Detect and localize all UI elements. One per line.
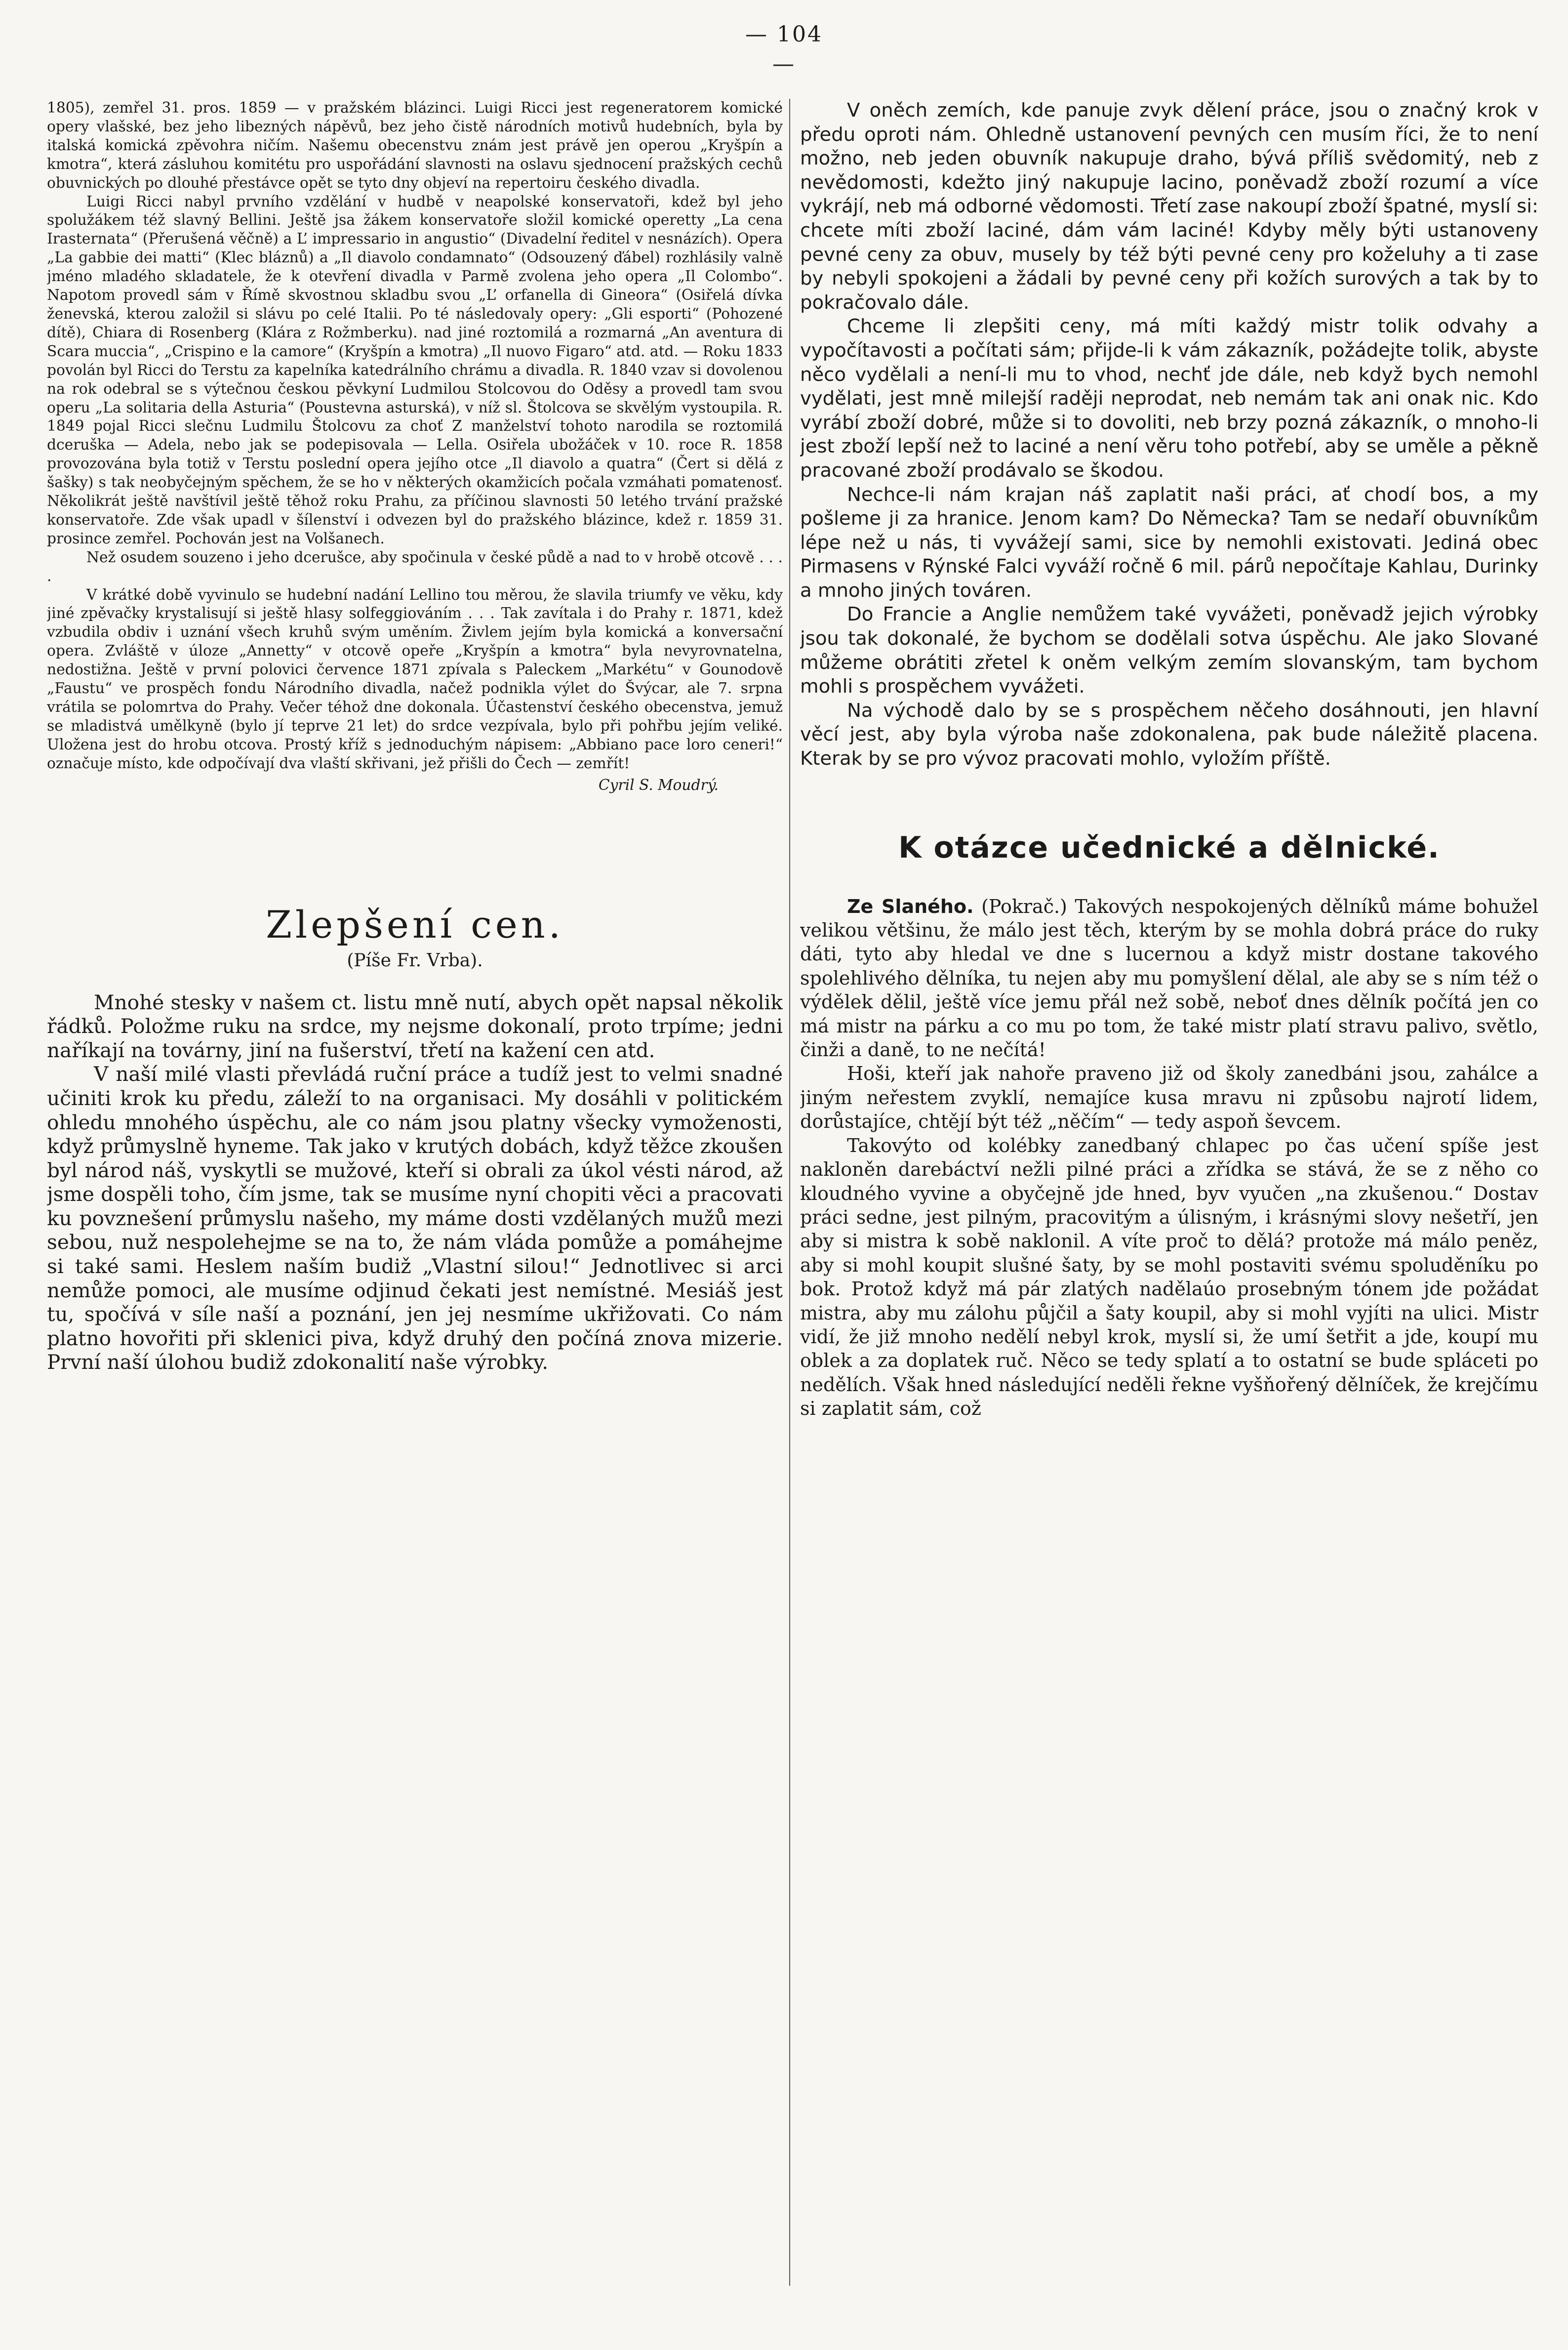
otazce-paragraph <box>800 895 1538 1062</box>
zlepseni-article-part1 <box>47 990 783 1375</box>
zlepseni-paragraph: Do Francie a Anglie nemůžem také vyvážeti, poněvadž jejich výrobky jsou tak dokonalé, že bychom se dodělali sotva úspěchu. Ale jako Slované můžeme obrátiti zřetel k oněm velkým zemím slovanským, tam bychom mohli s prospěchem vyvážeti. <box>800 603 1538 698</box>
ricci-paragraph: Luigi Ricci nabyl prvního vzdělání v hudbě v neapolské konservatoři, kdež byl jeho spolužákem též slavný Bellini. Ještě jsa žákem konservatoře složil komické operetty „La cena Irasternata“ (Přerušená věčně) a L’ impressario in angustio“ (Divadelní ředitel v nesnázích). Opera „La gabbie dei matti“ (Klec bláznů) a „Il diavolo condamnato“ (Odsouzený ďábel) rozhlásily valně jméno mladého skladatele, že k otevření divadla v Parmě zvolena jeho opera „Il Colombo“. Napotom provedl sám v Římě skvostnou skladbu svou „L’ orfanella di Gineora“ (Osiřelá dívka ženevská, kterou založil si slávu po celé Italii. Po té následovaly opery: „Gli esporti“ (Pohozené dítě), Chiara di Rosenberg (Klára z Rožmberku). nad jiné roztomilá a rozmarná „An aventura di Scara muccia“, „Crispino e la camore“ (Kryšpín a kmotra) „Il nuovo Figaro“ atd. atd. — Roku 1833 povolán byl Ricci do Terstu za kapelníka katedrálního chrámu a divadla. R. 1840 vzav si dovolenou na rok odebral se s výtečnou českou pěvkyní Ludmilou Stolcovou do Oděsy a provedl tam svou operu „La solitaria della Asturia“ (Poustevna asturská), v níž sl. Štolcova se skvělým vystoupila. R. 1849 pojal Ricci slečnu Ludmilu Štolcovu za choť Z manželství tohoto narodila se roztomilá dceruška — Adela, nebo jak se podepisovala — Lella. Osiřela ubožáček v 10. roce R. 1858 provozována byla totiž v Terstu poslední opera jejího otce „Il diavolo a quatra“ (Čert si dělá z šašky) s tak neobyčejným spěchem, že se ho v některých okamžicích počala vzmáhati pomatenosť. Několikrát ještě navštívil ještě těhož roku Prahu, za příčinou slavnosti 50 letého trvání pražské konservatoře. Zde však upadl v šílenství i odvezen byl do pražského blázince, kdež r. 1859 31. prosince zemřel. Pochován jest na Volšanech. <box>47 193 783 547</box>
ricci-paragraph: 1805), zemřel 31. pros. 1859 — v pražském blázinci. Luigi Ricci jest regeneratorem komické opery vlašské, bez jeho libezných nápěvů, bez jeho čistě národních motivů hudebních, byla by italská komická zpěvohra ničím. Našemu obecenstvu znám jest právě jen operou „Kryšpín a kmotra“, která zásluhou komitétu pro uspořádání slavnosti na oslavu sjednocení pražských cechů obuvnických po dlouhé přestávce opět se tyto dny objeví na repertoiru českého divadla. <box>47 99 783 192</box>
zlepseni-paragraph: Mnohé stesky v našem ct. listu mně nutí, abych opět napsal několik řádků. Položme ruku na srdce, my nejsme dokonalí, proto trpíme; jedni naříkají na továrny, jiní na fušerství, třetí na kažení cen atd. <box>47 990 783 1062</box>
column-divider <box>789 99 790 2286</box>
otazce-lead: Ze Slaného. <box>847 895 974 917</box>
ricci-paragraph: Než osudem souzeno i jeho dcerušce, aby spočinula v české půdě a nad to v hrobě otcově . . . . <box>47 548 783 585</box>
zlepseni-paragraph: V oněch zemích, kde panuje zvyk dělení práce, jsou o značný krok v předu oproti nám. Ohledně ustanovení pevných cen musím říci, že to není možno, neb jeden obuvník nakupuje draho, bývá příliš svědomitý, neb z nevědomosti, kdežto jiný nakupuje lacino, poněvadž zboží rozumí a více vykrájí, neb má odborné vědomosti. Třetí zase nakoupí zboží špatné, myslí si: chcete míti zboží laciné, dám vám laciné! Kdyby měly býti ustanoveny pevné ceny za obuv, musely by též býti pevné ceny pro koželuhy a ti zase by nebyli spokojeni a žádali by pevné ceny při kožích surových a tak by to pokračovalo dále. <box>800 99 1538 314</box>
zlepseni-paragraph: Chceme li zlepšiti ceny, má míti každý mistr tolik odvahy a vypočítavosti a počítati sám; přijde-li k vám zákazník, požádejte tolik, abyste něco vydělali a není-li mu to vhod, nechť jde dále, neb když bych nemohl vydělati, jest mně milejší raději neprodat, neb nemám tak ani onak nic. Kdo vyrábí zboží dobré, může si to dovoliti, neb brzy pozná zákazník, o mnoho-li jest zboží lepší než to laciné a není věru toho potřebí, aby se uměle a pěkně pracované zboží prodávalo se škodou. <box>800 315 1538 482</box>
otazce-article <box>800 895 1538 1421</box>
zlepseni-title: Zlepšení cen. <box>266 902 564 947</box>
zlepseni-paragraph: V naší milé vlasti převládá ruční práce a tudíž jest to velmi snadné učiniti krok ku předu, záleží to na organisaci. My dosáhli v politickém ohledu mnohého úspěchu, ale co nám jsou platny všecky vymoženosti, když průmyslně hyneme. Tak jako v krutých dobách, když těžce zkoušen byl národ náš, vyskytli se mužové, kteří si obrali za úkol vésti národ, až jsme dospěli toho, čím jsme, tak se musíme nyní chopiti věci a pracovati ku povznešení průmyslu našeho, my máme dosti vzdělaných mužů mezi sebou, nuž nespolehejme se na to, že nám vláda pomůže a pomáhejme si také sami. Heslem naším budiž „Vlastní silou!“ Jednotlivec si arci nemůže pomoci, ale musíme odjinud čekati jest nemístné. Mesiáš jest tu, spočívá v síle naší a poznání, jen jej nesmíme ukřižovati. Co nám platno hovořiti při sklenici piva, když druhý den počíná znova mizerie. První naší úlohou budiž zdokonalití naše výrobky. <box>47 1062 783 1374</box>
left-column <box>47 99 783 2315</box>
ricci-paragraph: V krátké době vyvinulo se hudební nadání Lellino tou měrou, že slavila triumfy ve věku, kdy jiné zpěvačky krystalisují si ještě hlasy solfeggiováním . . . Tak zavítala i do Prahy r. 1871, kdež vzbudila obdiv i uznání všech kruhů svým uměním. Živlem jejím byla komická a konversační opera. Zvláště v úloze „Annetty“ v otcově opeře „Kryšpín a kmotra“ byla nevyrovnatelna, nedostižna. Ještě v první polovici července 1871 zpívala s Paleckem „Markétu“ v Gounodově „Faustu“ ve prospěch fondu Národního divadla, načež podnikla výlet do Švýcar, ale 7. srpna vrátila se polomrtva do Prahy. Večer téhož dne dokonala. Účastenství českého obecenstva, jemuž se mladistvá umělkyně (bylo jí teprve 21 let) do srdce vezpívala, bylo při pohřbu jejím veliké. Uložena jest do hrobu otcova. Prostý kříž s jednoduchým nápisem: „Abbiano pace loro ceneri!“ označuje místo, kde odpočívají dva vlaští skřivani, jež přišli do Čech — zemřít! <box>47 586 783 772</box>
otazce-paragraph: Takovýto od kolébky zanedbaný chlapec po čas učení spíše jest nakloněn darebáctví nežli pilné práci a zřídka se stává, že se z něho co kloudného vyvine a obyčejně jde hned, byv vyučen „na zkušenou.“ Dostav práci sedne, jest pilným, pracovitým a úlisným, i krásnými slovy nešetří, jen aby si mistra k sobě naklonil. A víte proč to dělá? protože má málo peněz, aby si mohl koupit slušné šaty, by se mohl postaviti svému spoluděníku po bok. Protož když má pár zlatých nadělaúo prosebným tónem jde požádat mistra, aby mu zálohu půjčil a šaty koupil, aby si mohl vyjíti na ulici. Mistr vidí, že již mnoho nedělí nebyl krok, myslí si, že umí šetřit a jde, koupí mu oblek a za doplatek ruč. Něco se tedy splatí a to ostatní se bude spláceti po nedělích. Však hned následující neděli řekne vyšňořený dělníček, že krejčímu si zaplatit sám, což <box>800 1134 1538 1420</box>
page-number: — 104 — <box>745 22 823 77</box>
otazce-paragraph: Hoši, kteří jak nahoře praveno již od školy zanedbáni jsou, zahálce a jiným neřestem zvyklí, nemajíce kusa mravu ni způsobu najrotí lidem, dorůstajíce, chtějí být též „něčím“ — tedy aspoň ševcem. <box>800 1063 1538 1133</box>
zlepseni-paragraph: Nechce-li nám krajan náš zaplatit naši práci, ať chodí bos, a my pošleme ji za hranice. Jenom kam? Do Německa? Tam se nedaří obuvníkům lépe než u nás, ti vyvážejí sami, sice by nemohli existovati. Jediná obec Pirmasens v Rýnské Falci vyváží ročně 6 mil. párů nepočítaje Kahlau, Durinky a mnoho jiných továren. <box>800 483 1538 602</box>
zlepseni-article-part2 <box>800 99 1538 771</box>
zlepseni-paragraph: Na východě dalo by se s prospěchem něčeho dosáhnouti, jen hlavní věcí jest, aby byla výroba naše zdokonalena, pak bude náležitě placena. Kterak by se pro vývoz pracovati mohlo, vyložím příště. <box>800 699 1538 770</box>
otazce-title: K otázce učednické a dělnické. <box>898 830 1440 865</box>
ricci-article <box>47 99 783 795</box>
ricci-signature: Cyril S. Moudrý. <box>598 776 719 794</box>
otazce-paragraph-text: (Pokrač.) Takových nespokojených dělníků máme bohužel velikou většinu, že málo jest těch, kterým by se mohla dobrá práce do ruky dáti, tyto aby hledal ve dne s lucernou a když mistr dostane takového spolehlivého dělníka, tu nejen aby mu pomyšlení dělal, ale aby se s ním též o výdělek dělil, ještě více jemu přál než sobě, neboť dnes dělník počítá jen co má mistr na párku a co mu po tom, že také mistr platí stravu palivo, světlo, činži a daně, to ne nečítá! <box>800 895 1538 1061</box>
right-column <box>800 99 1538 2315</box>
zlepseni-author: (Píše Fr. Vrba). <box>347 950 483 971</box>
